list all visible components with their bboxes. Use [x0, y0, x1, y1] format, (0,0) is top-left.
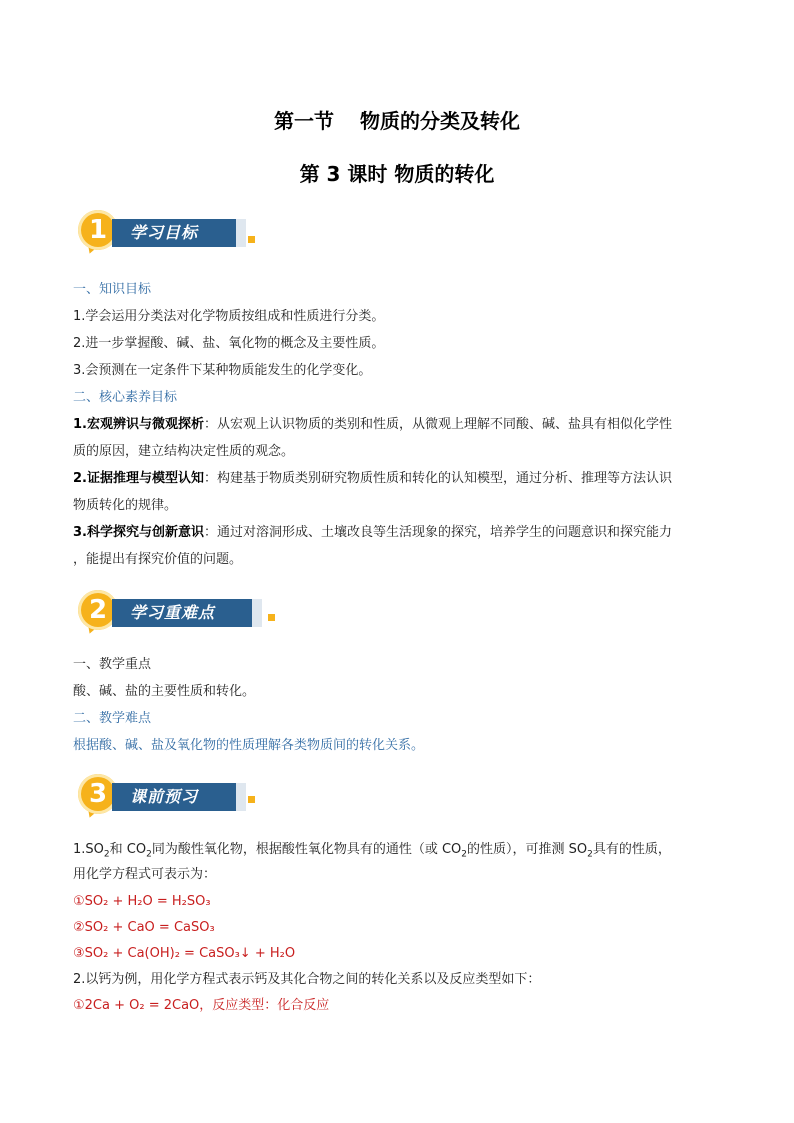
knowledge-item-3: 3.会预测在一定条件下某种物质能发生的化学变化。	[73, 363, 372, 378]
badge-dot	[248, 236, 255, 243]
equation-3: ③SO₂ + Ca(OH)₂ = CaSO₃↓ + H₂O	[73, 946, 296, 961]
core-item-1-line1: 1.宏观辨识与微观探析：从宏观上认识物质的类别和性质，从微观上理解不同酸、碱、盐具有相似化学性	[73, 417, 672, 432]
equation-2: ②SO₂ + CaO = CaSO₃	[73, 920, 215, 935]
core-item-1-line2: 质的原因，建立结构决定性质的观念。	[73, 444, 295, 459]
preview-question-1-line1: $1.SO_2$和 $CO_2$同为酸性氧化物，根据酸性氧化物具有的通性（或 $CO_2$的性质），可推测 $SO_2$具有的性质，	[73, 842, 671, 860]
badge-banner	[112, 599, 262, 627]
badge-banner	[112, 219, 246, 247]
badge-label: 学习目标	[130, 223, 199, 242]
knowledge-item-1: 1.学会运用分类法对化学物质按组成和性质进行分类。	[73, 309, 385, 324]
key-point-text: 酸、碱、盐的主要性质和转化。	[73, 684, 256, 699]
difficulty-heading: 二、教学难点	[73, 711, 152, 726]
section-badge-preview	[74, 774, 274, 836]
badge-number: 3	[88, 779, 108, 809]
badge-number: 2	[88, 595, 108, 625]
badge-number: 1	[88, 215, 108, 245]
knowledge-item-2: 2.进一步掌握酸、碱、盐、氧化物的概念及主要性质。	[73, 336, 385, 351]
preview-question-2: 2.以钙为例，用化学方程式表示钙及其化合物之间的转化关系以及反应类型如下：	[73, 972, 541, 987]
difficulty-text: 根据酸、碱、盐及氧化物的性质理解各类物质间的转化关系。	[73, 738, 425, 753]
equation-1: ①SO₂ + H₂O = H₂SO₃	[73, 894, 211, 909]
badge-dot	[268, 614, 275, 621]
core-item-3-line1: 3.科学探究与创新意识：通过对溶洞形成、土壤改良等生活现象的探究，培养学生的问题意识和探究能力	[73, 525, 672, 540]
section-badge-key-points	[74, 590, 274, 652]
core-item-2-line1: 2.证据推理与模型认知：构建基于物质类别研究物质性质和转化的认知模型，通过分析、推理等方法认识	[73, 471, 672, 486]
core-item-3-line2: ，能提出有探究价值的问题。	[73, 552, 243, 567]
section-badge-objectives	[74, 210, 274, 272]
badge-dot	[248, 796, 255, 803]
key-point-heading: 一、教学重点	[73, 657, 152, 672]
chapter-title	[0, 105, 794, 134]
badge-label: 课前预习	[130, 787, 199, 806]
badge-label: 学习重难点	[130, 603, 216, 622]
core-item-2-line2: 物质转化的规律。	[73, 498, 178, 513]
lesson-title: 第 3 课时 物质的转化	[299, 162, 495, 186]
preview-question-1-line2: 用化学方程式可表示为：	[73, 867, 217, 882]
chapter-name: 物质的分类及转化	[360, 109, 520, 133]
chapter-number: 第一节	[274, 109, 334, 133]
equation-4: ①2Ca + O₂ = 2CaO，反应类型：化合反应	[73, 998, 330, 1013]
badge-banner	[112, 783, 246, 811]
core-heading: 二、核心素养目标	[73, 390, 178, 405]
knowledge-heading: 一、知识目标	[73, 282, 152, 297]
